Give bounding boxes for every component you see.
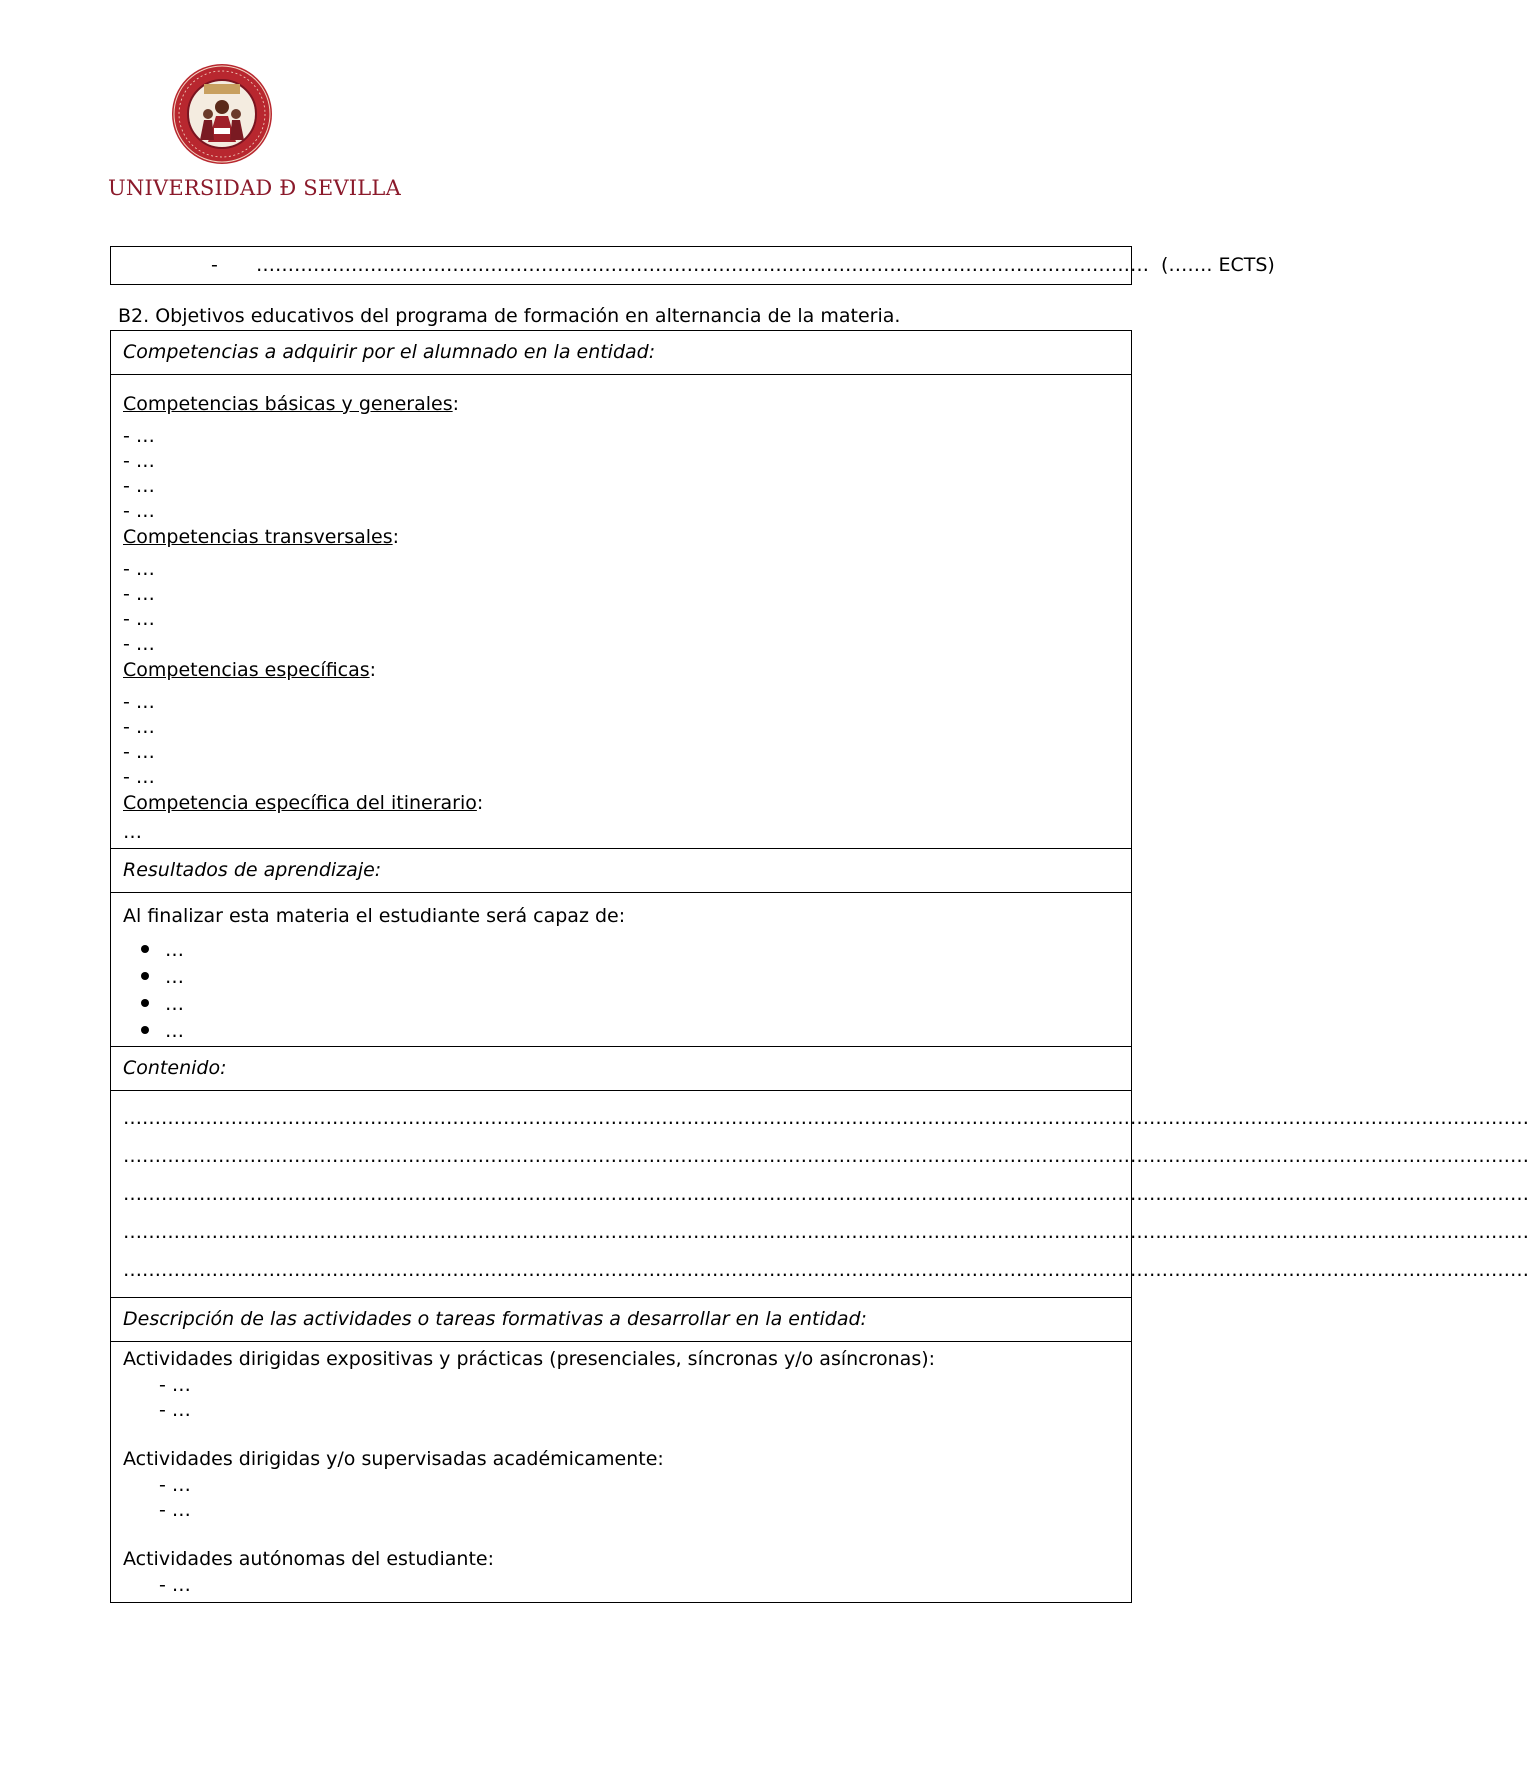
itinerario-value: … [123,821,142,843]
list-item: - … [159,1399,191,1421]
list-item: - … [159,1374,191,1396]
actividades-body [111,1342,1131,1602]
list-item: - … [123,500,155,522]
ects-line [211,254,1275,276]
list-item: - … [123,583,155,605]
list-item: - … [123,608,155,630]
dotted-line: …………………………………………………………………………………………………………………………………………………………………………………………………… [123,1221,1529,1243]
contenido-body [111,1091,1529,1298]
bullet-icon [141,972,149,980]
list-item: - … [159,1499,191,1521]
bullet-item: … [141,1020,184,1042]
transversales-heading: Competencias transversales: [123,526,400,548]
bullet-icon [141,999,149,1007]
list-item: - … [123,766,155,788]
itinerario-heading: Competencia específica del itinerario: [123,792,484,814]
list-item: - … [123,475,155,497]
list-item: - … [159,1474,191,1496]
resultados-body [111,893,1131,1047]
ects-dots: …………………………………………………………………………………………………………………………… [255,254,1149,276]
list-item: - … [123,691,155,713]
university-logo [108,60,401,210]
competencias-body [111,375,1131,849]
dirigidas-label: Actividades dirigidas expositivas y prácticas (presenciales, síncronas y/o asíncronas): [123,1348,936,1370]
bullet-item: … [141,993,184,1015]
section-title: B2. Objetivos educativos del programa de formación en alternancia de la materia. [118,305,901,327]
bullet-item: … [141,939,184,961]
list-item: - … [123,425,155,447]
list-item: - … [123,716,155,738]
especificas-heading: Competencias específicas: [123,659,377,681]
actividades-header: Descripción de las actividades o tareas formativas a desarrollar en la entidad: [111,1298,1131,1342]
dotted-line: …………………………………………………………………………………………………………………………………………………………………………………………………… [123,1145,1529,1167]
list-item: - … [159,1574,191,1596]
university-seal-icon [170,62,274,166]
supervisadas-label: Actividades dirigidas y/o supervisadas académicamente: [123,1448,664,1470]
contenido-header: Contenido: [111,1047,1131,1091]
autonomas-label: Actividades autónomas del estudiante: [123,1548,494,1570]
resultados-intro: Al finalizar esta materia el estudiante será capaz de: [123,905,626,927]
basicas-heading: Competencias básicas y generales: [123,393,460,415]
dotted-line: …………………………………………………………………………………………………………………………………………………………………………………………………… [123,1107,1529,1129]
bullet-icon [141,1026,149,1034]
list-item: - … [123,558,155,580]
ects-dash: - [211,254,218,276]
dotted-line: …………………………………………………………………………………………………………………………………………………………………………………………………… [123,1183,1529,1205]
list-item: - … [123,741,155,763]
list-item: - … [123,633,155,655]
ects-box [110,246,1275,285]
objectives-table [110,330,1529,1603]
resultados-header: Resultados de aprendizaje: [111,849,1131,893]
bullet-item: … [141,966,184,988]
ects-value: (……. ECTS) [1161,254,1275,276]
competencias-header: Competencias a adquirir por el alumnado en la entidad: [111,331,1131,375]
list-item: - … [123,450,155,472]
dotted-line: …………………………………………………………………………………………………………………………………………………………………………………………………… [123,1259,1529,1281]
bullet-icon [141,945,149,953]
university-name: UNIVERSIDAD Ð SEVILLA [108,176,401,200]
